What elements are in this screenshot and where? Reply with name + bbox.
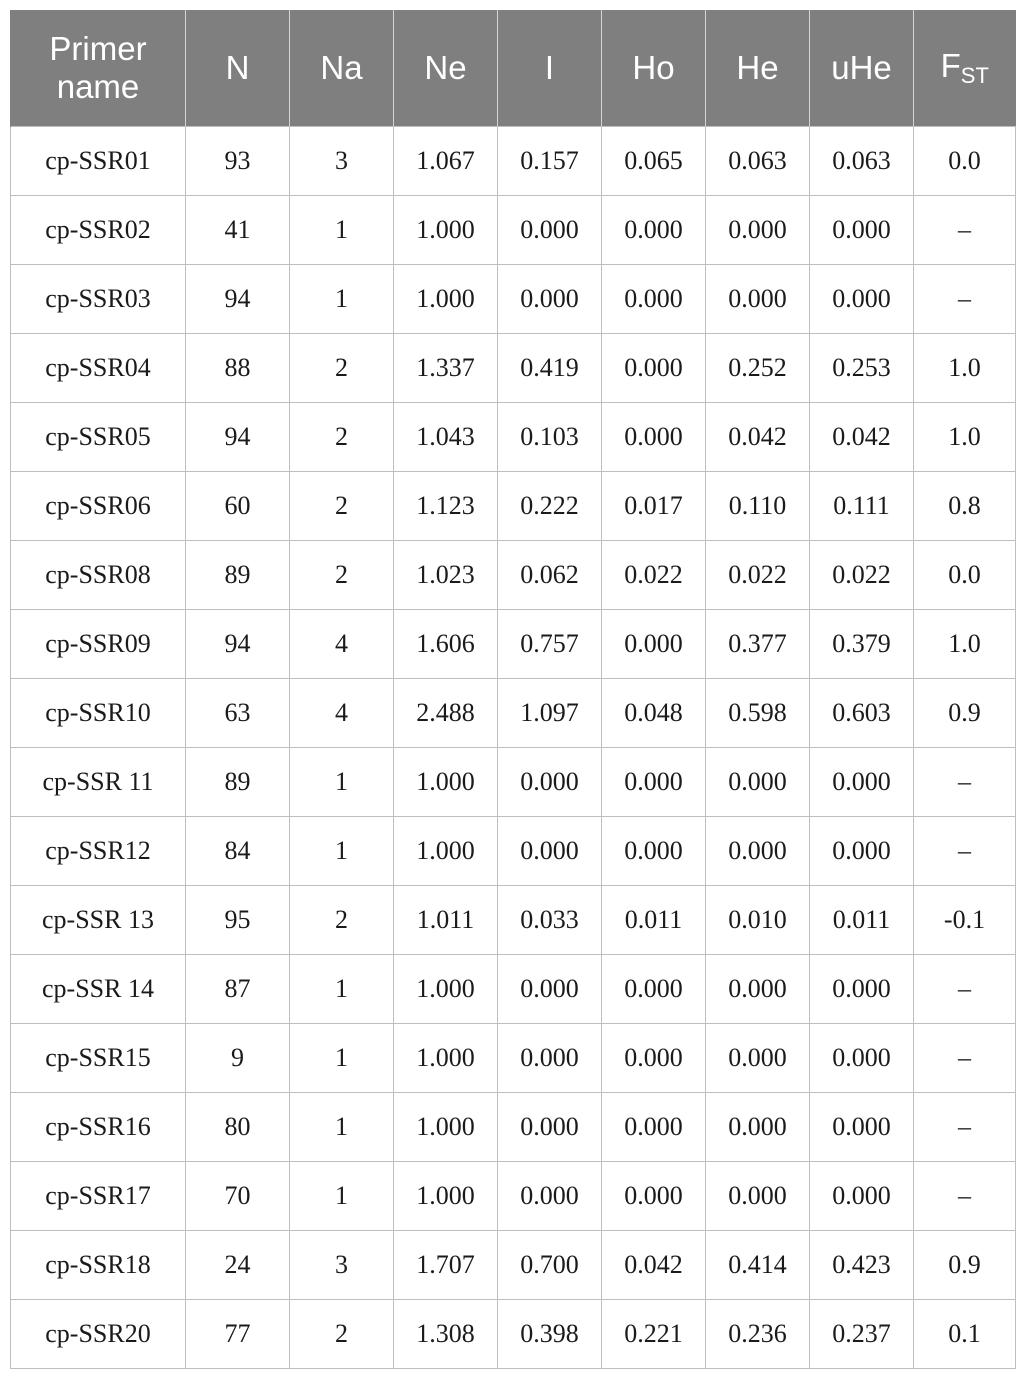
table-row	[11, 1300, 1016, 1369]
cell-uhe: 0.042	[810, 403, 914, 472]
cell-primer-name: cp-SSR17	[11, 1162, 186, 1231]
cell-n: 87	[186, 955, 290, 1024]
cell-ne: 1.308	[394, 1300, 498, 1369]
cell-ho: 0.000	[602, 334, 706, 403]
cell-n: 89	[186, 541, 290, 610]
cell-ho: 0.042	[602, 1231, 706, 1300]
cell-primer-name: cp-SSR03	[11, 265, 186, 334]
cell-na: 1	[290, 1024, 394, 1093]
cell-i: 0.700	[498, 1231, 602, 1300]
cell-na: 1	[290, 1093, 394, 1162]
cell-fst: 0.1	[914, 1300, 1016, 1369]
cell-he: 0.414	[706, 1231, 810, 1300]
cell-uhe: 0.000	[810, 748, 914, 817]
cell-na: 1	[290, 196, 394, 265]
table-row	[11, 748, 1016, 817]
cell-i: 0.033	[498, 886, 602, 955]
table-row	[11, 541, 1016, 610]
cell-i: 0.000	[498, 955, 602, 1024]
cell-n: 95	[186, 886, 290, 955]
header-na: Na	[290, 10, 394, 127]
cell-ho: 0.022	[602, 541, 706, 610]
cell-he: 0.000	[706, 1162, 810, 1231]
cell-n: 70	[186, 1162, 290, 1231]
cell-na: 1	[290, 748, 394, 817]
cell-n: 94	[186, 403, 290, 472]
table-row	[11, 1162, 1016, 1231]
cell-ho: 0.221	[602, 1300, 706, 1369]
cell-na: 2	[290, 403, 394, 472]
cell-uhe: 0.603	[810, 679, 914, 748]
cell-uhe: 0.111	[810, 472, 914, 541]
cell-ne: 1.000	[394, 1024, 498, 1093]
cell-fst: -0.1	[914, 886, 1016, 955]
cell-ne: 2.488	[394, 679, 498, 748]
cell-primer-name: cp-SSR01	[11, 127, 186, 196]
cell-primer-name: cp-SSR02	[11, 196, 186, 265]
cell-fst: 1.0	[914, 403, 1016, 472]
cell-i: 0.222	[498, 472, 602, 541]
cell-primer-name: cp-SSR 13	[11, 886, 186, 955]
cell-n: 24	[186, 1231, 290, 1300]
cell-n: 84	[186, 817, 290, 886]
cell-uhe: 0.000	[810, 265, 914, 334]
cell-n: 94	[186, 265, 290, 334]
cell-i: 0.000	[498, 1162, 602, 1231]
cell-n: 89	[186, 748, 290, 817]
cell-uhe: 0.022	[810, 541, 914, 610]
header-primer-name: Primer name	[11, 10, 186, 127]
table-row	[11, 1093, 1016, 1162]
cell-fst: –	[914, 1093, 1016, 1162]
cell-i: 1.097	[498, 679, 602, 748]
table-body	[11, 127, 1016, 1369]
cell-fst: –	[914, 748, 1016, 817]
cell-ho: 0.000	[602, 403, 706, 472]
cell-he: 0.000	[706, 1024, 810, 1093]
cell-na: 2	[290, 334, 394, 403]
cell-fst: 1.0	[914, 334, 1016, 403]
cell-ho: 0.065	[602, 127, 706, 196]
cell-na: 4	[290, 679, 394, 748]
cell-ho: 0.000	[602, 817, 706, 886]
cell-ne: 1.707	[394, 1231, 498, 1300]
cell-na: 4	[290, 610, 394, 679]
cell-primer-name: cp-SSR 11	[11, 748, 186, 817]
table-row	[11, 817, 1016, 886]
cell-n: 80	[186, 1093, 290, 1162]
header-fst-subscript: ST	[960, 63, 989, 88]
cell-fst: –	[914, 817, 1016, 886]
cell-primer-name: cp-SSR05	[11, 403, 186, 472]
cell-ho: 0.048	[602, 679, 706, 748]
cell-he: 0.000	[706, 1093, 810, 1162]
cell-fst: –	[914, 1024, 1016, 1093]
cell-ne: 1.011	[394, 886, 498, 955]
cell-ne: 1.000	[394, 748, 498, 817]
cell-n: 60	[186, 472, 290, 541]
cell-ne: 1.067	[394, 127, 498, 196]
cell-ne: 1.000	[394, 955, 498, 1024]
cell-primer-name: cp-SSR08	[11, 541, 186, 610]
cell-uhe: 0.237	[810, 1300, 914, 1369]
cell-i: 0.419	[498, 334, 602, 403]
cell-ho: 0.000	[602, 1093, 706, 1162]
cell-he: 0.000	[706, 955, 810, 1024]
cell-n: 93	[186, 127, 290, 196]
cell-i: 0.157	[498, 127, 602, 196]
cell-na: 3	[290, 127, 394, 196]
cell-i: 0.000	[498, 748, 602, 817]
table-row	[11, 472, 1016, 541]
cell-primer-name: cp-SSR12	[11, 817, 186, 886]
cell-i: 0.000	[498, 196, 602, 265]
cell-na: 1	[290, 955, 394, 1024]
table-row	[11, 265, 1016, 334]
cell-na: 3	[290, 1231, 394, 1300]
cell-na: 2	[290, 472, 394, 541]
cell-i: 0.000	[498, 1024, 602, 1093]
cell-ho: 0.000	[602, 748, 706, 817]
cell-i: 0.062	[498, 541, 602, 610]
table-row	[11, 196, 1016, 265]
cell-ne: 1.000	[394, 817, 498, 886]
cell-ne: 1.606	[394, 610, 498, 679]
cell-primer-name: cp-SSR04	[11, 334, 186, 403]
cell-ho: 0.000	[602, 955, 706, 1024]
cell-i: 0.757	[498, 610, 602, 679]
cell-i: 0.103	[498, 403, 602, 472]
cell-i: 0.398	[498, 1300, 602, 1369]
cell-n: 9	[186, 1024, 290, 1093]
cell-uhe: 0.253	[810, 334, 914, 403]
cell-ne: 1.043	[394, 403, 498, 472]
cell-primer-name: cp-SSR15	[11, 1024, 186, 1093]
header-he: He	[706, 10, 810, 127]
table-row	[11, 403, 1016, 472]
cell-na: 2	[290, 886, 394, 955]
cell-he: 0.598	[706, 679, 810, 748]
table-header	[11, 10, 1016, 127]
cell-fst: 0.9	[914, 1231, 1016, 1300]
cell-ne: 1.123	[394, 472, 498, 541]
header-row	[11, 10, 1016, 127]
header-i: I	[498, 10, 602, 127]
table-row	[11, 679, 1016, 748]
cell-primer-name: cp-SSR18	[11, 1231, 186, 1300]
cell-primer-name: cp-SSR 14	[11, 955, 186, 1024]
cell-he: 0.000	[706, 817, 810, 886]
cell-ne: 1.023	[394, 541, 498, 610]
table-row	[11, 334, 1016, 403]
cell-primer-name: cp-SSR06	[11, 472, 186, 541]
cell-uhe: 0.011	[810, 886, 914, 955]
table-row	[11, 886, 1016, 955]
cell-n: 88	[186, 334, 290, 403]
cell-uhe: 0.063	[810, 127, 914, 196]
header-fst-main: F	[940, 47, 961, 84]
cell-fst: 0.0	[914, 541, 1016, 610]
cell-he: 0.010	[706, 886, 810, 955]
cell-ho: 0.000	[602, 1024, 706, 1093]
cell-uhe: 0.000	[810, 1162, 914, 1231]
cell-uhe: 0.423	[810, 1231, 914, 1300]
cell-uhe: 0.000	[810, 817, 914, 886]
cell-n: 63	[186, 679, 290, 748]
cell-fst: 0.8	[914, 472, 1016, 541]
table-row	[11, 610, 1016, 679]
cell-ho: 0.000	[602, 610, 706, 679]
cell-na: 2	[290, 541, 394, 610]
cell-uhe: 0.000	[810, 1093, 914, 1162]
cell-fst: –	[914, 955, 1016, 1024]
cell-na: 1	[290, 265, 394, 334]
header-fst	[914, 10, 1016, 127]
primer-statistics-table	[10, 10, 1016, 1369]
cell-uhe: 0.379	[810, 610, 914, 679]
cell-primer-name: cp-SSR16	[11, 1093, 186, 1162]
cell-he: 0.000	[706, 748, 810, 817]
cell-he: 0.063	[706, 127, 810, 196]
header-uhe: uHe	[810, 10, 914, 127]
cell-na: 2	[290, 1300, 394, 1369]
cell-ho: 0.000	[602, 265, 706, 334]
cell-he: 0.377	[706, 610, 810, 679]
cell-he: 0.022	[706, 541, 810, 610]
cell-he: 0.000	[706, 196, 810, 265]
cell-ho: 0.017	[602, 472, 706, 541]
cell-ho: 0.000	[602, 1162, 706, 1231]
cell-he: 0.252	[706, 334, 810, 403]
cell-ne: 1.000	[394, 1162, 498, 1231]
cell-he: 0.110	[706, 472, 810, 541]
header-n: N	[186, 10, 290, 127]
cell-he: 0.236	[706, 1300, 810, 1369]
cell-uhe: 0.000	[810, 196, 914, 265]
header-ho: Ho	[602, 10, 706, 127]
cell-n: 77	[186, 1300, 290, 1369]
cell-uhe: 0.000	[810, 1024, 914, 1093]
cell-na: 1	[290, 1162, 394, 1231]
cell-fst: 0.9	[914, 679, 1016, 748]
cell-n: 41	[186, 196, 290, 265]
cell-ne: 1.000	[394, 265, 498, 334]
cell-ne: 1.337	[394, 334, 498, 403]
cell-fst: –	[914, 196, 1016, 265]
cell-primer-name: cp-SSR20	[11, 1300, 186, 1369]
cell-fst: –	[914, 265, 1016, 334]
cell-ne: 1.000	[394, 1093, 498, 1162]
cell-primer-name: cp-SSR10	[11, 679, 186, 748]
cell-i: 0.000	[498, 265, 602, 334]
cell-primer-name: cp-SSR09	[11, 610, 186, 679]
table-row	[11, 1231, 1016, 1300]
cell-fst: 0.0	[914, 127, 1016, 196]
cell-uhe: 0.000	[810, 955, 914, 1024]
cell-fst: –	[914, 1162, 1016, 1231]
table-row	[11, 127, 1016, 196]
cell-he: 0.042	[706, 403, 810, 472]
cell-i: 0.000	[498, 817, 602, 886]
cell-ne: 1.000	[394, 196, 498, 265]
cell-fst: 1.0	[914, 610, 1016, 679]
cell-ho: 0.000	[602, 196, 706, 265]
cell-he: 0.000	[706, 265, 810, 334]
table-row	[11, 955, 1016, 1024]
cell-i: 0.000	[498, 1093, 602, 1162]
cell-ho: 0.011	[602, 886, 706, 955]
cell-na: 1	[290, 817, 394, 886]
cell-n: 94	[186, 610, 290, 679]
header-ne: Ne	[394, 10, 498, 127]
table-row	[11, 1024, 1016, 1093]
